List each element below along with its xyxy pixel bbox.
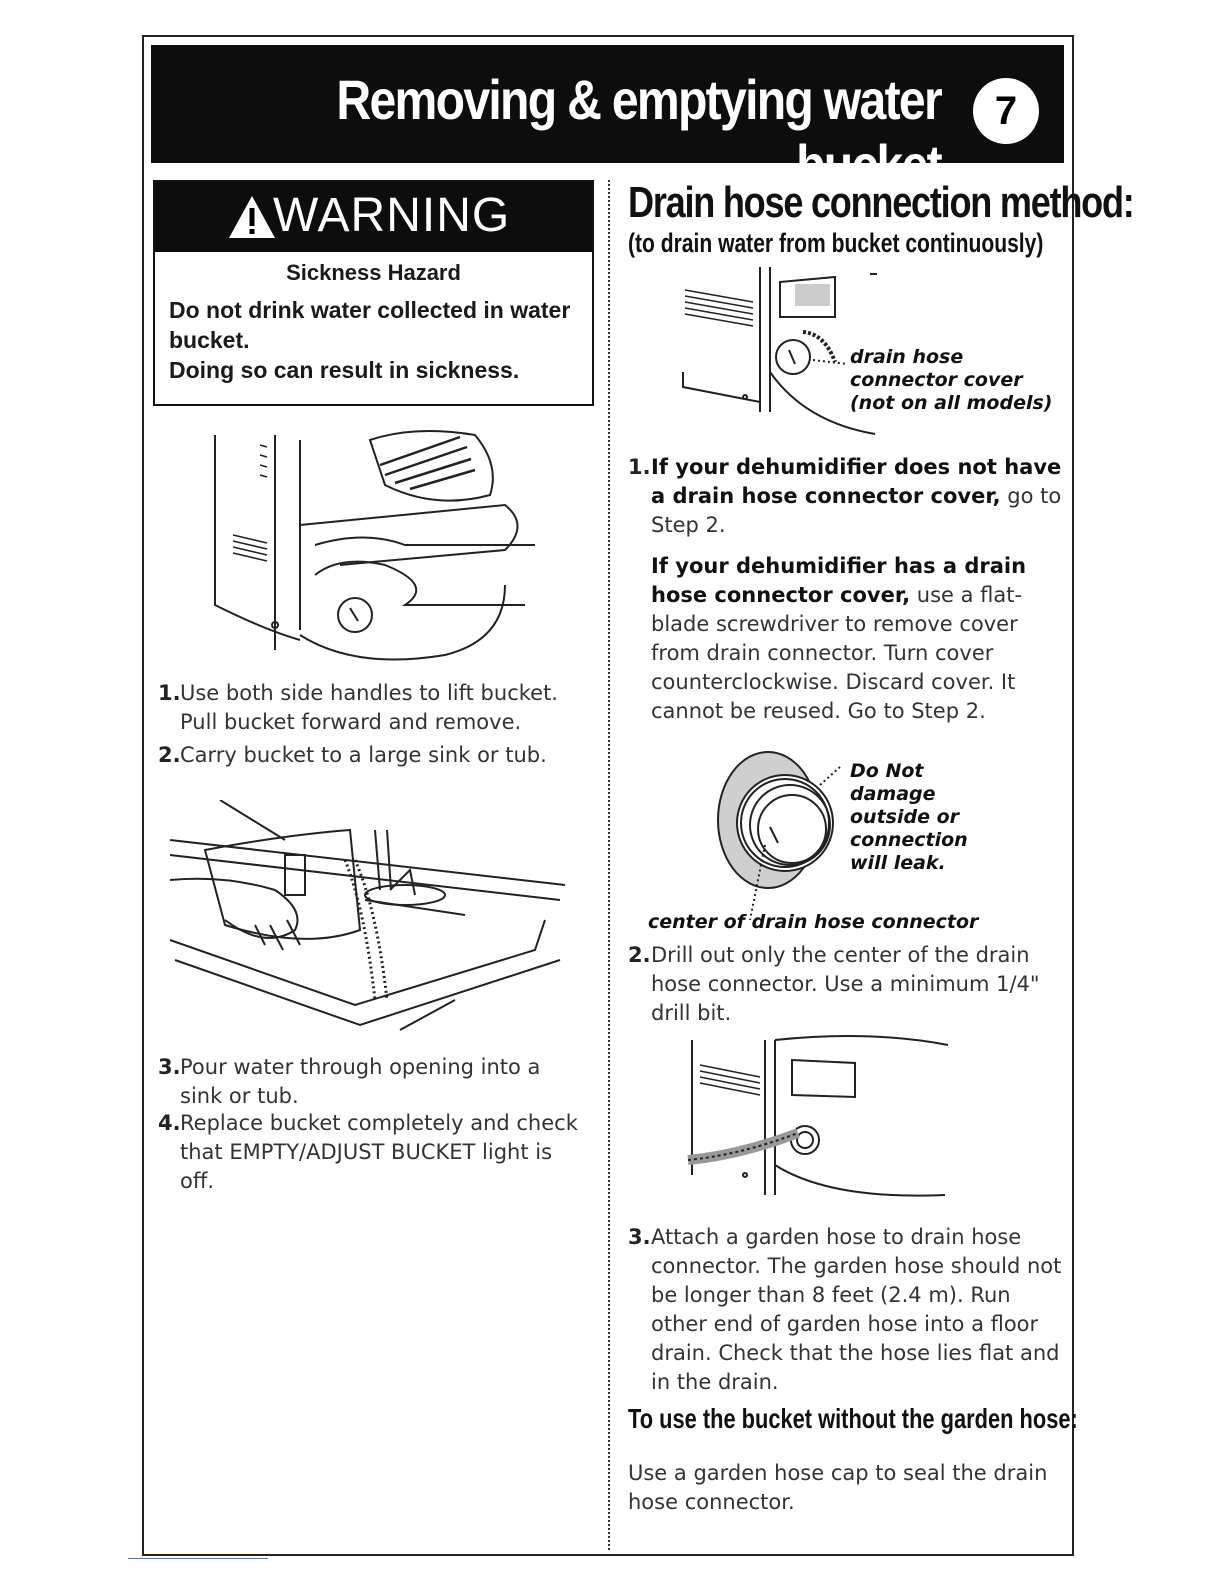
no-hose-text	[628, 1459, 1068, 1517]
callout-line: damage	[850, 783, 936, 805]
step-number: 3.	[158, 1055, 181, 1079]
left-step-4	[158, 1109, 588, 1196]
lift-bucket-illustration	[205, 425, 550, 670]
step-bold-text: If your dehumidifier has a drain hose connector cover,	[651, 554, 1027, 607]
callout-line: will leak.	[850, 852, 946, 874]
step-number: 1.	[158, 681, 181, 705]
step-text: use a flat-blade screwdriver to remove cover from drain connector. Turn cover counterclockwise. Discard cover. It cannot be reused. Go to Step 2.	[651, 583, 1023, 723]
step-text: Use both side handles to lift bucket. Pull bucket forward and remove.	[180, 681, 558, 734]
step-number: 2.	[628, 943, 651, 967]
page-header	[151, 45, 1064, 196]
callout-line: drain hose	[850, 346, 964, 368]
left-step-1	[158, 679, 588, 737]
step-text: Use a garden hose cap to seal the drain hose connector.	[628, 1461, 1048, 1514]
section-title: Drain hose connection method:	[628, 178, 1134, 227]
callout-line: outside or	[850, 806, 960, 828]
warning-label: WARNING	[273, 189, 511, 242]
right-step-3	[628, 1223, 1068, 1397]
step-text: Pour water through opening into a sink or tub.	[180, 1055, 541, 1108]
garden-hose-illustration	[680, 1035, 955, 1205]
hazard-title: Sickness Hazard	[286, 260, 461, 285]
callout-line: (not on all models)	[850, 392, 1053, 414]
callout-line: Do Not	[850, 760, 924, 782]
callout-line: connector cover	[850, 369, 1023, 391]
step-text: Replace bucket completely and check that EMPTY/ADJUST BUCKET light is off.	[180, 1111, 578, 1193]
step-text: Attach a garden hose to drain hose connector. The garden hose should not be longer than 8 feet (2.4 m). Run other end of garden hose into a floor drain. Check that the hose lies flat and in the drain.	[651, 1225, 1062, 1394]
no-hose-heading: To use the bucket without the garden hose:	[628, 1403, 1078, 1434]
step-text: go to Step 2.	[651, 484, 1062, 537]
center-callout: center of drain hose connector	[648, 911, 979, 933]
damage-callout	[850, 760, 968, 875]
step-text: Drill out only the center of the drain hose connector. Use a minimum 1/4" drill bit.	[651, 943, 1040, 1025]
warning-text-1: Do not drink water collected in water bucket.	[169, 297, 571, 353]
step-number: 3.	[628, 1225, 651, 1249]
page-number-badge: 7	[973, 78, 1039, 144]
step-text: Carry bucket to a large sink or tub.	[180, 743, 547, 767]
column-divider	[608, 180, 610, 1550]
right-step-1b	[628, 552, 1068, 726]
warning-box	[153, 180, 594, 406]
left-step-2	[158, 741, 588, 770]
step-number: 2.	[158, 743, 181, 767]
right-step-2	[628, 941, 1068, 1028]
cover-callout	[850, 346, 1052, 415]
pour-sink-illustration	[165, 800, 575, 1045]
page-title: Removing & emptying water bucket	[336, 68, 942, 196]
footer-rule	[128, 1558, 268, 1559]
warning-triangle-icon	[227, 194, 277, 240]
warning-header	[155, 182, 592, 252]
step-number: 1.	[628, 455, 651, 479]
step-number: 4.	[158, 1111, 181, 1135]
step-bold-text: If your dehumidifier does not have a drain hose connector cover,	[651, 455, 1062, 508]
callout-line: connection	[850, 829, 968, 851]
drain-connector-illustration	[710, 745, 850, 925]
left-step-3	[158, 1053, 588, 1111]
warning-text-2: Doing so can result in sickness.	[169, 357, 520, 383]
section-subtitle: (to drain water from bucket continuously)	[628, 228, 1044, 258]
right-step-1	[628, 453, 1068, 540]
